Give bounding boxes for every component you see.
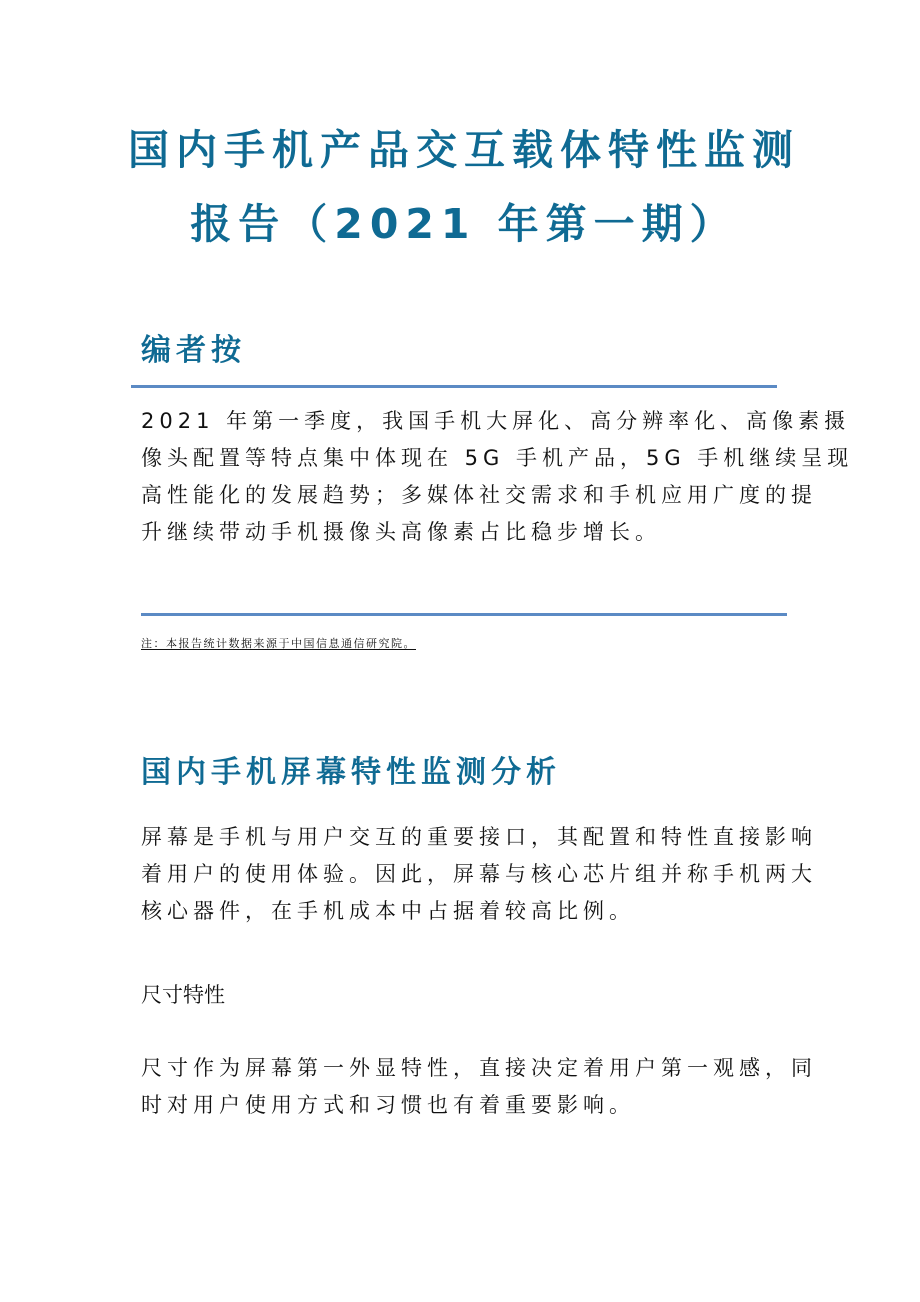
screen-intro-line: 屏幕是手机与用户交互的重要接口，其配置和特性直接影响 <box>141 825 817 849</box>
size-text-line: 时对用户使用方式和习惯也有着重要影响。 <box>141 1093 635 1117</box>
size-characteristics-subheading: 尺寸特性 <box>141 983 225 1007</box>
editor-note-line: 2021 年第一季度，我国手机大屏化、高分辨率化、高像素摄 <box>141 409 851 433</box>
editor-note-top-divider <box>131 385 777 388</box>
data-source-footnote: 注：本报告统计数据来源于中国信息通信研究院。 <box>141 637 416 650</box>
screen-section-heading: 国内手机屏幕特性监测分析 <box>141 755 561 790</box>
editor-note-line: 升继续带动手机摄像头高像素占比稳步增长。 <box>141 520 661 544</box>
screen-intro-line: 着用户的使用体验。因此，屏幕与核心芯片组并称手机两大 <box>141 862 817 886</box>
size-characteristics-paragraph <box>141 1050 817 1124</box>
report-title-line-2: 报告（2021 年第一期） <box>190 200 738 248</box>
editor-note-heading: 编者按 <box>141 333 246 368</box>
editor-note-bottom-divider <box>141 613 787 616</box>
editor-note-line: 高性能化的发展趋势；多媒体社交需求和手机应用广度的提 <box>141 483 817 507</box>
report-title-line-1: 国内手机产品交互载体特性监测 <box>128 126 800 174</box>
screen-intro-paragraph <box>141 819 817 930</box>
screen-intro-line: 核心器件，在手机成本中占据着较高比例。 <box>141 899 635 923</box>
size-text-line: 尺寸作为屏幕第一外显特性，直接决定着用户第一观感，同 <box>141 1056 817 1080</box>
editor-note-paragraph <box>141 403 854 551</box>
editor-note-line: 像头配置等特点集中体现在 5G 手机产品，5G 手机继续呈现 <box>141 446 854 470</box>
